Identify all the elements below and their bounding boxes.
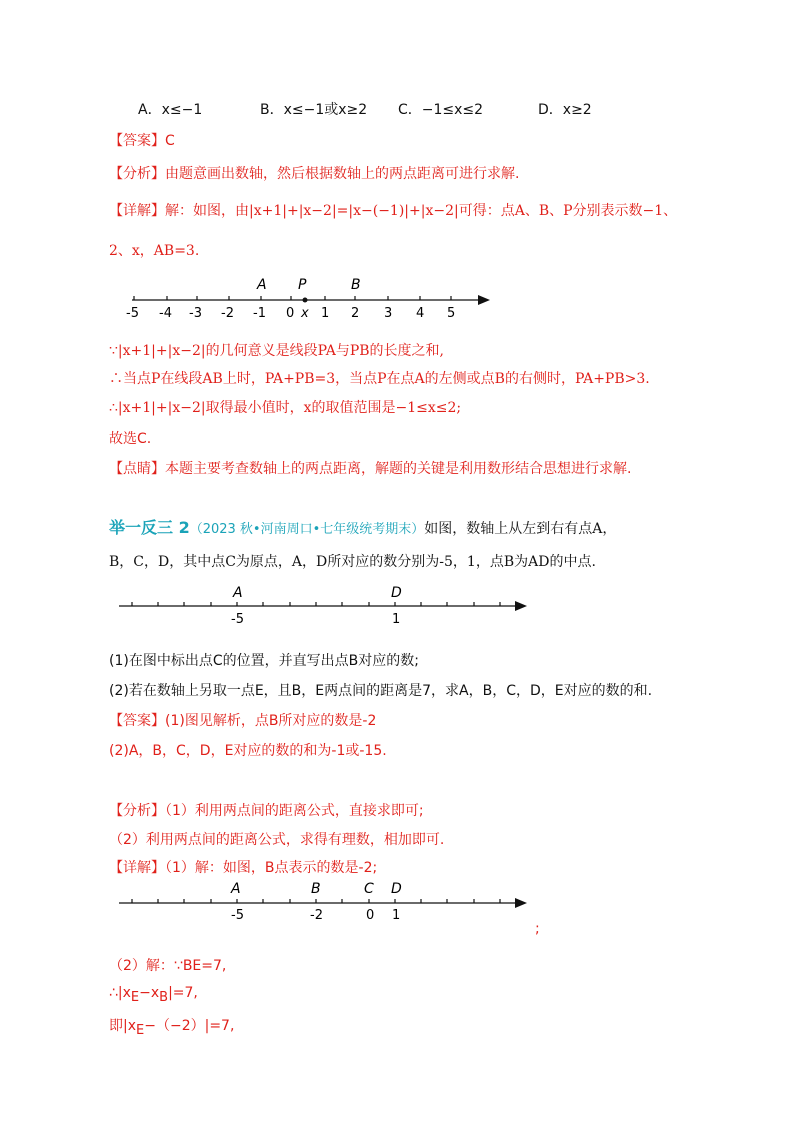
axis2-tick-d: 1: [392, 612, 401, 627]
answer-1: [109, 130, 175, 150]
analysis-tag: 【分析】: [109, 166, 165, 182]
axis3-label-a: A: [231, 881, 241, 897]
comment-1: [109, 458, 631, 478]
axis3-tick-b: -2: [310, 908, 323, 923]
axis3-label-c: C: [364, 881, 374, 897]
axis1-label-p: P: [298, 277, 307, 293]
option-d: D．x≥2: [538, 102, 592, 118]
solution-2-line-1: （2）解：∵BE=7,: [109, 958, 227, 974]
answer-2-line-2: (2)A，B，C，D，E对应的数的和为-1或-15.: [109, 743, 387, 759]
detail-line-1: 解：如图，由|x+1|+|x−2|=|x−(−1)|+|x−2|可得：点A、B、P分别表示数−1、: [165, 203, 678, 219]
axis3-tick-a: -5: [231, 908, 244, 923]
axis1-tick: 0: [286, 306, 295, 321]
analysis-2-line-2: （2）利用两点间的距离公式，求得有理数，相加即可.: [109, 832, 445, 848]
axis1-tick: -4: [159, 306, 172, 321]
number-line-1: [120, 272, 500, 324]
question-2-2: (2)若在数轴上另取一点E，且B，E两点间的距离是7，求A，B，C，D，E对应的数的和.: [109, 683, 653, 699]
axis1-tick: 5: [447, 306, 456, 321]
problem-2-title: 举一反三 2: [109, 518, 190, 537]
reason-line-4: 故选C.: [109, 431, 152, 447]
axis1-tick: 1: [321, 306, 330, 321]
axis2-label-a: A: [233, 585, 243, 601]
axis3-label-b: B: [311, 881, 321, 897]
detail-tag: 【详解】: [109, 203, 165, 219]
answer-value: C: [165, 133, 175, 149]
axis1-tick: -5: [126, 306, 139, 321]
reason-line-1: ∵|x+1|+|x−2|的几何意义是线段PA与PB的长度之和,: [109, 343, 444, 359]
problem-2-source: （2023 秋•河南周口•七年级统考期末）: [189, 522, 425, 537]
axis1-tick: x: [301, 306, 309, 321]
detail-2: [109, 857, 377, 877]
number-line-2: [115, 584, 535, 630]
comment-tag: 【点睛】: [109, 461, 165, 477]
solution-2-line-3: 即$|x_E-(-2)|=7$,: [109, 1018, 235, 1038]
analysis-text: 由题意画出数轴，然后根据数轴上的两点距离可进行求解.: [165, 166, 520, 182]
axis1-tick: 3: [384, 306, 393, 321]
analysis-2-line-1: （1）利用两点间的距离公式，直接求即可;: [165, 803, 424, 819]
number-line-3: [115, 877, 545, 935]
solution-2-line-2: $\therefore|x_E-x_B|=7$,: [109, 985, 198, 1005]
axis1-tick: -3: [189, 306, 202, 321]
answer-tag: 【答案】: [109, 133, 165, 149]
answer-2: [109, 710, 376, 730]
detail-2-tag: 【详解】: [109, 860, 165, 876]
axis2-tick-a: -5: [231, 612, 244, 627]
axis1-tick: -2: [221, 306, 234, 321]
axis3-tick-c: 0: [366, 908, 375, 923]
axis2-label-d: D: [391, 585, 402, 601]
axis1-tick: 2: [351, 306, 360, 321]
reason-line-3: ∴|x+1|+|x−2|取得最小值时，x的取值范围是−1≤x≤2;: [109, 400, 462, 416]
answer-2-tag: 【答案】: [109, 713, 165, 729]
analysis-1: [109, 163, 519, 183]
analysis-2: [109, 800, 424, 820]
answer-2-line-1: (1)图见解析，点B所对应的数是-2: [165, 713, 377, 729]
comment-text: 本题主要考查数轴上的两点距离，解题的关键是利用数形结合思想进行求解.: [165, 461, 632, 477]
axis1-label-a: A: [257, 277, 267, 293]
option-b: B．x≤−1或x≥2: [260, 102, 368, 118]
problem-2-line-1: [109, 515, 616, 538]
detail-2-line-1: （1）解：如图，B点表示的数是-2;: [165, 860, 378, 876]
detail-line-2: 2、x，AB=3.: [109, 243, 200, 259]
axis1-tick: -1: [253, 306, 266, 321]
axis1-tick: 4: [416, 306, 425, 321]
axis3-tick-d: 1: [392, 908, 401, 923]
option-c: C．−1≤x≤2: [398, 102, 484, 118]
axis3-trail: ;: [535, 921, 540, 935]
axis1-label-b: B: [351, 277, 361, 293]
problem-2-text-1: 如图，数轴上从左到右有点A，: [424, 521, 617, 537]
axis3-label-d: D: [391, 881, 402, 897]
question-2-1: (1)在图中标出点C的位置，并直写出点B对应的数;: [109, 653, 419, 669]
analysis-2-tag: 【分析】: [109, 803, 165, 819]
problem-2-line-2: B，C，D，其中点C为原点，A，D所对应的数分别为-5，1，点B为AD的中点.: [109, 554, 596, 570]
detail-1: [109, 200, 677, 220]
option-a: A．x≤−1: [138, 102, 203, 118]
reason-line-2: ∴当点P在线段AB上时，PA+PB=3，当点P在点A的左侧或点B的右侧时，PA+PB>3.: [109, 371, 650, 387]
